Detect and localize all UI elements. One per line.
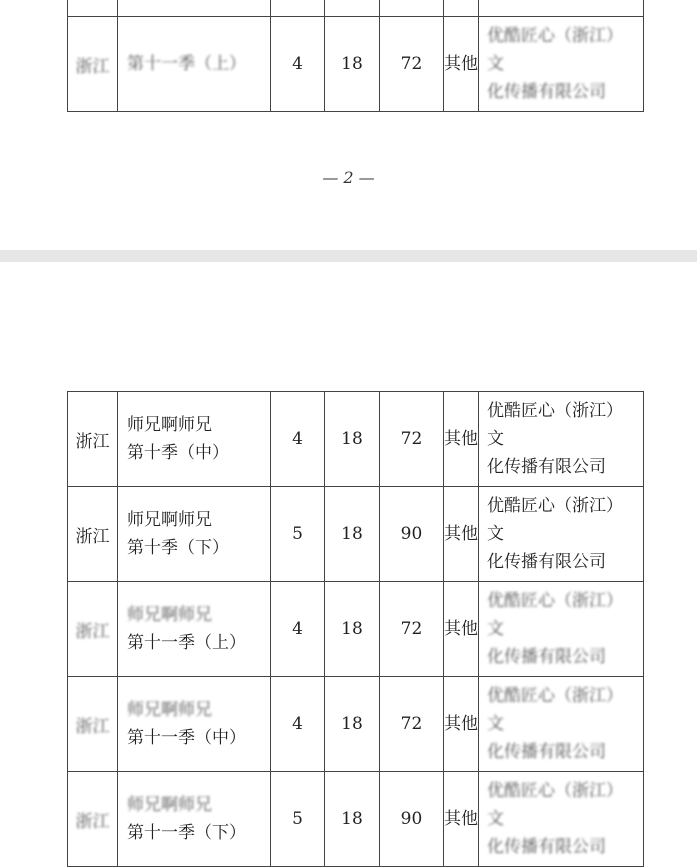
minutes-per-episode-cell: 18	[325, 17, 380, 112]
page-number: — 2 —	[322, 168, 375, 187]
title-line2: 第十一季（中）	[127, 728, 246, 748]
type-cell: 其他	[444, 677, 479, 772]
minutes-per-episode-cell: 18	[325, 772, 380, 867]
table-row	[68, 487, 644, 582]
company-cell	[479, 487, 644, 582]
province-cell: 浙江	[68, 17, 118, 112]
title-line2: 第十季（中）	[127, 443, 229, 463]
company-line2: 化传播有限公司	[487, 742, 606, 762]
total-minutes-cell: 90	[380, 772, 444, 867]
title-line1: 师兄啊师兄	[127, 605, 212, 625]
title-line1: 师兄啊师兄	[127, 415, 212, 435]
company-line1: 优酷匠心（浙江）文	[487, 686, 623, 734]
title-line1: 师兄啊师兄	[127, 700, 212, 720]
table-row	[68, 772, 644, 867]
company-cell	[479, 677, 644, 772]
title-cell	[118, 677, 271, 772]
company-line1: 优酷匠心（浙江）文	[487, 496, 623, 544]
episodes-cell: 4	[271, 17, 325, 112]
company-line1: 优酷匠心（浙江）文	[487, 401, 623, 449]
company-line2: 化传播有限公司	[487, 552, 606, 572]
episodes-cell: 5	[271, 487, 325, 582]
company-line2: 化传播有限公司	[487, 837, 606, 857]
document-page-top	[0, 0, 697, 250]
company-line2: 化传播有限公司	[487, 647, 606, 667]
bottom-table-body	[68, 392, 644, 867]
table-row	[68, 582, 644, 677]
company-line1: 优酷匠心（浙江）文	[487, 591, 623, 639]
title-cell	[118, 772, 271, 867]
total-minutes-cell: 72	[380, 677, 444, 772]
document-page-bottom	[0, 262, 697, 868]
company-line1: 优酷匠心（浙江）文	[487, 26, 623, 74]
company-cell	[479, 392, 644, 487]
minutes-per-episode-cell: 18	[325, 392, 380, 487]
top-table	[67, 0, 644, 112]
province-cell: 浙江	[68, 487, 118, 582]
type-cell: 其他	[444, 582, 479, 677]
episodes-cell: 4	[271, 392, 325, 487]
title-cell	[118, 392, 271, 487]
company-line1: 优酷匠心（浙江）文	[487, 781, 623, 829]
table-row	[68, 392, 644, 487]
total-minutes-cell: 72	[380, 392, 444, 487]
minutes-per-episode-cell: 18	[325, 677, 380, 772]
province-cell: 浙江	[68, 392, 118, 487]
company-cell	[479, 17, 644, 112]
type-cell: 其他	[444, 487, 479, 582]
table-row	[68, 677, 644, 772]
type-cell: 其他	[444, 772, 479, 867]
company-cell	[479, 582, 644, 677]
title-cell: 第十一季（上）	[118, 17, 271, 112]
title-line1: 师兄啊师兄	[127, 795, 212, 815]
total-minutes-cell: 72	[380, 582, 444, 677]
table-row-partial	[68, 0, 644, 17]
type-cell: 其他	[444, 392, 479, 487]
table-row	[68, 17, 644, 112]
minutes-per-episode-cell: 18	[325, 487, 380, 582]
province-cell: 浙江	[68, 772, 118, 867]
title-cell	[118, 487, 271, 582]
bottom-table	[67, 391, 644, 867]
type-cell: 其他	[444, 17, 479, 112]
minutes-per-episode-cell: 18	[325, 582, 380, 677]
province-cell: 浙江	[68, 582, 118, 677]
title-line1: 师兄啊师兄	[127, 510, 212, 530]
title-line2: 第十季（下）	[127, 538, 229, 558]
company-cell	[479, 772, 644, 867]
company-line2: 化传播有限公司	[487, 457, 606, 477]
total-minutes-cell: 72	[380, 17, 444, 112]
episodes-cell: 4	[271, 677, 325, 772]
episodes-cell: 5	[271, 772, 325, 867]
title-cell	[118, 582, 271, 677]
province-cell: 浙江	[68, 677, 118, 772]
company-line2: 化传播有限公司	[487, 82, 606, 102]
title-line2: 第十一季（下）	[127, 823, 246, 843]
title-line2: 第十一季（上）	[127, 633, 246, 653]
total-minutes-cell: 90	[380, 487, 444, 582]
page-separator	[0, 250, 697, 262]
episodes-cell: 4	[271, 582, 325, 677]
